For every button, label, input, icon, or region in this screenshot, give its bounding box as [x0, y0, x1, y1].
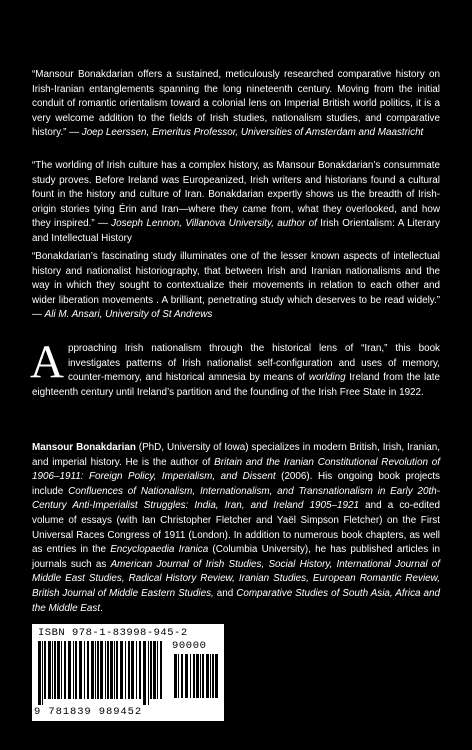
barcode-bar — [75, 641, 77, 699]
price-addon-bars — [172, 654, 220, 714]
barcode-bar — [54, 641, 56, 699]
barcode-bar — [52, 641, 53, 699]
quote-text: “Mansour Bonakdarian offers a sustained, meticulously researched comparative history on Irish-Iranian entanglements spanning the long nineteenth century. Moving from the initial conduit of romantic orientalism toward a colonial lens on Imperial British world politics, it is a very welcome addition to the fields of Irish studies, nationalism studies, and comparative history.” — — [32, 69, 440, 139]
review-quote-lennon — [32, 159, 440, 247]
bio-journal-title: Comparative Studies of South Asia, Africa and the Middle East — [32, 587, 440, 614]
barcode-bar — [181, 654, 183, 698]
barcode-bar — [105, 641, 106, 699]
barcode-bar — [178, 654, 179, 698]
book-description — [30, 336, 440, 400]
review-quote-leerssen — [32, 68, 440, 141]
bio-project-title: Confluences of Nationalism, Internationalism, and Transnationalism in Early 20th-Century Anti-Imperialist Struggles: India, Iran, and Ireland 1905–1921 — [32, 485, 440, 512]
description-text: pproaching Irish nationalism through the historical lens of “Iran,” this book investigates patterns of Irish nationalist self-configuration and uses of memory, counter-memory, and historical amnesia by means of — [67, 343, 440, 384]
barcode-bar — [79, 641, 82, 699]
isbn-label: ISBN 978-1-83998-945-2 — [38, 627, 188, 639]
barcode-bar — [68, 641, 71, 699]
bio-text: . — [100, 602, 103, 614]
barcode-bar — [64, 641, 66, 699]
author-name: Mansour Bonakdarian — [32, 442, 136, 453]
barcode-bar — [148, 641, 149, 705]
barcode-bar — [202, 654, 204, 698]
barcode-bar — [48, 641, 51, 699]
barcode-bar — [196, 654, 199, 698]
barcode-bar — [38, 641, 41, 705]
bio-text: (Columbia University), he has published articles in journals such as — [32, 544, 440, 570]
bio-text: (PhD, University of Iowa) specializes in modern British, Irish, Iranian, and imperial history. He is the author of — [32, 442, 440, 468]
quote-attribution-title: Irish Orientalism: A Literary and Intellectual History — [32, 218, 440, 244]
barcode-bar — [116, 641, 118, 699]
bio-text: and a co-edited volume of essays (with Ian Christopher Fletcher and Yaël Simpson Fletcher) on the First Universal Races Congress of 1911 (London). In addition to numerous book chapters, as well as entries in the — [32, 500, 440, 556]
ean13-bars — [36, 641, 166, 707]
barcode-bar — [143, 641, 146, 705]
barcode-bar — [157, 641, 158, 699]
barcode-bar — [91, 641, 94, 699]
barcode-bar — [210, 654, 211, 698]
barcode-bar — [153, 641, 156, 699]
barcode-bar — [97, 641, 99, 699]
barcode-bar — [206, 654, 209, 698]
barcode-bar — [139, 641, 141, 699]
barcode-bar — [215, 654, 218, 698]
barcode-bar — [190, 654, 191, 698]
bio-journal-list: American Journal of Irish Studies, Social History, International Journal of Middle East Studies, Radical History Review, Iranian Studies, European Romantic Review, British Journal of Middle Eastern Studies, — [32, 558, 441, 599]
quote-attribution: Joseph Lennon, Villanova University, author of — [111, 218, 317, 230]
barcode-digits: 9 781839 989452 — [34, 706, 143, 718]
barcode-bar — [150, 641, 152, 699]
review-quote-ansari — [32, 250, 440, 323]
quote-attribution: Joep Leerssen, Emeritus Professor, Universities of Amsterdam and Maastricht — [81, 127, 424, 139]
quote-text: “Bonakdarian’s fascinating study illuminates one of the lesser known aspects of intellectual history and nationalist historiography, that between Irish and Iranian nationalisms and the way in which they sought to contextualize their movements in relation to each other and wider liberation movements . A brilliant, penetrating study which deserves to be read widely.” — — [32, 251, 440, 321]
quote-text: “The worlding of Irish culture has a complex history, as Mansour Bonakdarian’s consummate study proves. Before Ireland was Europeanized, Irish writers and historians found a cultural fount in the history and culture of Iran. Bonakdarian expertly shows us the breadth of Irish-origin stories tying Érin and Iran—where they came from, what they overlooked, and how they inspired.” — — [32, 160, 440, 230]
description-text: Ireland from the late eighteenth century until Ireland’s partition and the founding of the Irish Free State in 1922. — [32, 372, 440, 398]
barcode-bar — [84, 641, 85, 699]
bio-encyclopedia-title: Encyclopaedia Iranica — [110, 544, 209, 556]
barcode-bar — [110, 641, 113, 699]
barcode-bar — [200, 654, 201, 698]
barcode-bar — [160, 641, 162, 699]
barcode-bar — [42, 641, 43, 705]
barcode-bar — [95, 641, 96, 699]
drop-cap: A — [30, 336, 64, 388]
barcode-bar — [185, 654, 188, 698]
barcode-bar — [87, 641, 89, 699]
price-addon-digits: 90000 — [172, 640, 207, 652]
bio-text: and — [213, 587, 237, 599]
barcode-bar — [120, 641, 123, 699]
author-bio — [32, 441, 440, 616]
barcode-bar — [107, 641, 109, 699]
barcode-bar — [114, 641, 115, 699]
description-emphasis: worlding — [308, 372, 346, 384]
barcode-bar — [136, 641, 137, 699]
barcode-bar — [73, 641, 74, 699]
barcode-bar — [44, 641, 46, 699]
barcode-bar — [128, 641, 130, 699]
barcode-bar — [100, 641, 103, 699]
barcode-bar — [212, 654, 214, 698]
barcode-bar — [193, 654, 195, 698]
bio-text: (2006). His ongoing book projects include — [32, 471, 440, 497]
quote-attribution: Ali M. Ansari, University of St Andrews — [44, 309, 213, 321]
bio-book-title: Britain and the Iranian Constitutional Revolution of 1906–1911: Foreign Policy, Imperialism, and Dissent — [32, 456, 440, 483]
barcode-bar — [131, 641, 134, 699]
barcode-bar — [57, 641, 60, 699]
barcode-bar — [125, 641, 126, 699]
isbn-barcode — [32, 624, 224, 721]
barcode-bar — [174, 654, 177, 698]
barcode-bar — [61, 641, 62, 699]
